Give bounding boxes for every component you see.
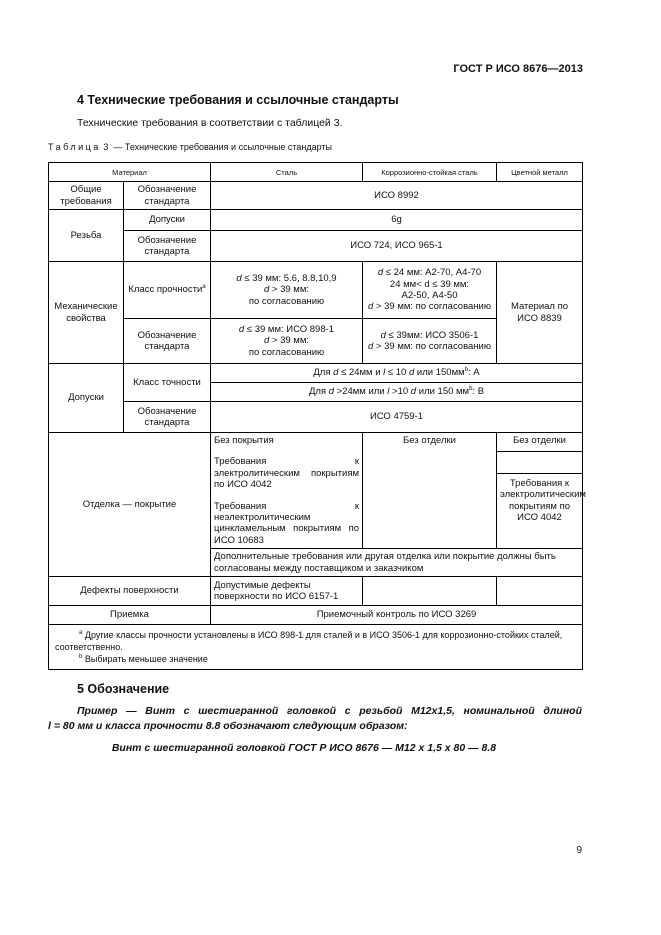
mech-stainless-std: d ≤ 39мм: ИСО 3506-1 d > 39 мм: по согласованию	[363, 319, 497, 364]
table-row	[49, 231, 583, 262]
thread-label: Резьба	[49, 210, 124, 262]
finish-stainless: Без отделки	[363, 433, 497, 549]
tolerances-label: Допуски	[49, 364, 124, 433]
thread-std-sub: Обозначение стандарта	[124, 231, 211, 262]
finish-label: Отделка — покрытие	[49, 433, 211, 577]
thread-tol-sub: Допуски	[124, 210, 211, 231]
table-row	[49, 364, 583, 383]
header-material: Материал	[49, 163, 211, 182]
table-footnotes: $^a$ Другие классы прочности установлены в ИСО 898-1 для сталей и в ИСО 3506-1 для коррозионно-стойких сталей, соответственно. $^b$ Выбирать меньшее значение	[49, 625, 583, 669]
thread-tol-value: 6g	[211, 210, 583, 231]
table-header-row	[49, 163, 583, 182]
table-row	[49, 402, 583, 433]
tolerances-class-sub: Класс точности	[124, 364, 211, 402]
page-number: 9	[576, 845, 582, 856]
requirements-table	[48, 162, 586, 670]
table-row	[49, 182, 583, 210]
finish-steel: Без покрытия Требования к электролитическим покрытиям по ИСО 4042 Требования к неэлектролитическим цинкламельным покрытиям по ИСО 10683	[211, 433, 363, 549]
mech-class-sub: Класс прочности$^a$	[124, 262, 211, 319]
mech-std-sub: Обозначение стандарта	[124, 319, 211, 364]
table-caption-text: — Технические требования и ссылочные стандарты	[113, 142, 332, 152]
tolerances-class-a: Для d ≤ 24мм и l ≤ 10 d или $150мм^b$: А	[211, 364, 583, 383]
section-4-intro: Технические требования в соответствии с таблицей 3.	[77, 117, 343, 129]
acceptance-label: Приемка	[49, 606, 211, 625]
general-sub: Обозначение стандарта	[124, 182, 211, 210]
thread-std-value: ИСО 724, ИСО 965-1	[211, 231, 583, 262]
table-caption-label: Таблица	[48, 142, 101, 152]
table-footnotes-row	[49, 625, 583, 669]
finish-nonferrous: Без отделки Требования к электролитическим покрытиям по ИСО 4042	[497, 433, 583, 549]
header-steel: Сталь	[211, 163, 363, 182]
table-caption	[48, 142, 332, 152]
general-label: Общие требования	[49, 182, 124, 210]
header-stainless: Коррозионно-стойкая сталь	[363, 163, 497, 182]
mech-nonferrous: Материал по ИСО 8839	[497, 262, 583, 364]
finish-additional: Дополнительные требования или другая отделка или покрытие должны быть согласованы между поставщиком и заказчиком	[211, 549, 583, 577]
acceptance-value: Приемочный контроль по ИСО 3269	[211, 606, 583, 625]
tolerances-std-value: ИСО 4759-1	[211, 402, 583, 433]
defects-value: Допустимые дефекты поверхности по ИСО 6157-1	[211, 577, 363, 606]
header-nonferrous: Цветной металл	[497, 163, 583, 182]
table-row	[49, 262, 583, 319]
mech-steel-class: d ≤ 39 мм: 5.6, 8.8,10,9 d > 39 мм: по согласованию	[211, 262, 363, 319]
example-line-1: Пример — Винт с шестигранной головкой с резьбой М12х1,5, номинальной длиной	[77, 705, 582, 717]
section-4-title: 4 Технические требования и ссылочные стандарты	[77, 93, 399, 107]
table-row	[49, 606, 583, 625]
table-caption-number: 3	[103, 142, 111, 152]
table-row	[49, 210, 583, 231]
table-row	[49, 577, 583, 606]
mech-stainless-class: d ≤ 24 мм: А2-70, А4-70 24 мм< d ≤ 39 мм: А2-50, А4-50 d > 39 мм: по согласованию	[363, 262, 497, 319]
tolerances-std-sub: Обозначение стандарта	[124, 402, 211, 433]
example-line-2: l = 80 мм и класса прочности 8.8 обозначают следующим образом:	[48, 720, 408, 732]
mech-label: Механические свойства	[49, 262, 124, 364]
designation-example: Винт с шестигранной головкой ГОСТ Р ИСО 8676 — М12 х 1,5 х 80 — 8.8	[111, 742, 497, 754]
defects-label: Дефекты поверхности	[49, 577, 211, 606]
mech-steel-std: d ≤ 39 мм: ИСО 898-1 d > 39 мм: по согласованию	[211, 319, 363, 364]
table-row	[49, 433, 583, 549]
standard-header: ГОСТ Р ИСО 8676—2013	[453, 63, 583, 75]
general-value: ИСО 8992	[211, 182, 583, 210]
section-5-title: 5 Обозначение	[77, 682, 170, 696]
tolerances-class-b: Для d >24мм или l >10 d или 150 $мм^b$: B	[211, 383, 583, 402]
